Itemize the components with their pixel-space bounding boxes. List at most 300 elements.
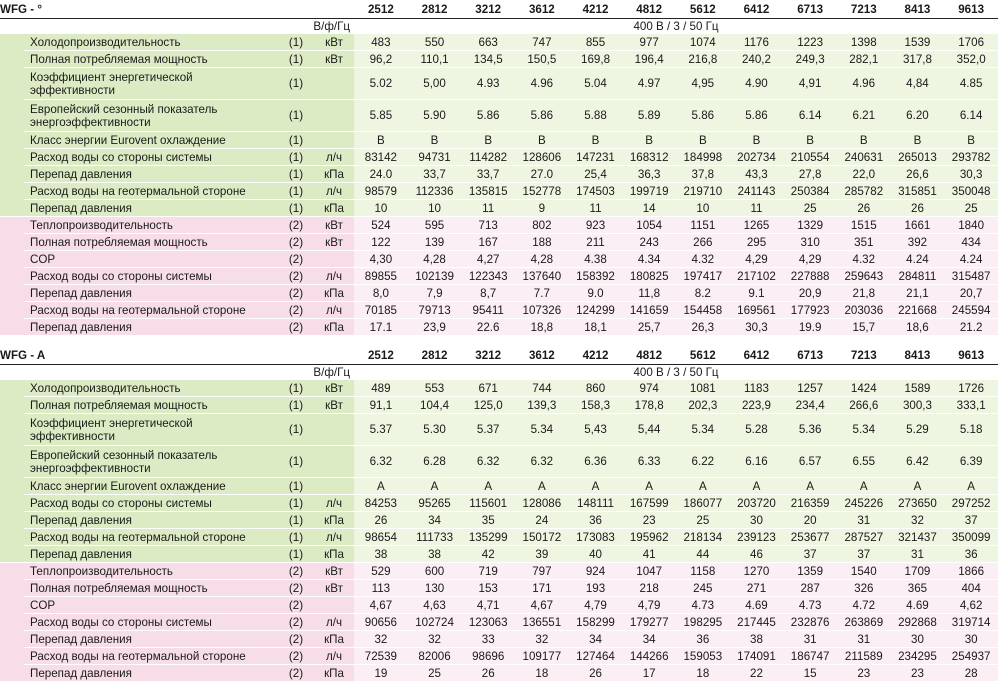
model-column-header: 3612	[515, 0, 569, 19]
value-cell: 5.89	[622, 100, 676, 132]
value-cell: 241143	[730, 183, 784, 200]
value-cell: 46	[730, 546, 784, 563]
value-cell: 37,8	[676, 166, 730, 183]
value-cell: 150172	[515, 529, 569, 546]
value-cell: 33	[461, 631, 515, 648]
model-column-header: 3212	[461, 346, 515, 365]
value-cell: 24.0	[354, 166, 408, 183]
model-column-header: 2512	[354, 346, 408, 365]
value-cell: 1540	[837, 563, 891, 580]
value-cell: 8,0	[354, 285, 408, 302]
value-cell: 79713	[408, 302, 462, 319]
value-cell: 38	[730, 631, 784, 648]
value-cell: 4.24	[891, 251, 945, 268]
value-cell: B	[891, 132, 945, 149]
value-cell: 123063	[461, 614, 515, 631]
value-cell: 24	[515, 512, 569, 529]
model-column-header: 6412	[730, 346, 784, 365]
value-cell: 11	[730, 200, 784, 217]
value-cell: 4,67	[515, 597, 569, 614]
unit-label	[314, 414, 354, 446]
condition-note: (1)	[278, 183, 314, 200]
model-column-header: 3212	[461, 0, 515, 19]
value-cell: 127464	[569, 648, 623, 665]
parameter-label: Теплопроизводительность	[24, 217, 278, 234]
value-cell: 14	[622, 200, 676, 217]
value-cell: 158392	[569, 268, 623, 285]
value-cell: 197417	[676, 268, 730, 285]
cooling-data-row	[0, 446, 998, 478]
cooling-data-row	[0, 200, 998, 217]
condition-note: (1)	[278, 100, 314, 132]
condition-note: (1)	[278, 149, 314, 166]
value-cell: 6.32	[354, 446, 408, 478]
value-cell: 218	[622, 580, 676, 597]
value-cell: 855	[569, 34, 623, 51]
value-cell: 250384	[783, 183, 837, 200]
value-cell: 245	[676, 580, 730, 597]
value-cell: 43,3	[730, 166, 784, 183]
value-cell: 83142	[354, 149, 408, 166]
condition-note: (2)	[278, 234, 314, 251]
model-column-header: 6412	[730, 0, 784, 19]
unit-label	[314, 597, 354, 614]
value-cell: 180825	[622, 268, 676, 285]
parameter-label: Расход воды со стороны системы	[24, 149, 278, 166]
value-cell: 125,0	[461, 397, 515, 414]
value-cell: 4.72	[837, 597, 891, 614]
value-cell: 18	[676, 665, 730, 682]
value-cell: 404	[944, 580, 998, 597]
value-cell: 193	[569, 580, 623, 597]
value-cell: 4.73	[783, 597, 837, 614]
heating-data-row	[0, 319, 998, 336]
value-cell: B	[354, 132, 408, 149]
parameter-label: Расход воды на геотермальной стороне	[24, 648, 278, 665]
value-cell: 27.0	[515, 166, 569, 183]
parameter-label: Перепад давления	[24, 512, 278, 529]
heating-data-row	[0, 597, 998, 614]
model-column-header: 2812	[408, 346, 462, 365]
value-cell: 169,8	[569, 51, 623, 68]
model-column-header: 9613	[944, 346, 998, 365]
value-cell: B	[569, 132, 623, 149]
value-cell: 148111	[569, 495, 623, 512]
parameter-label: COP	[24, 597, 278, 614]
condition-note: (2)	[278, 563, 314, 580]
value-cell: 321437	[891, 529, 945, 546]
value-cell: 31	[891, 546, 945, 563]
value-cell: 553	[408, 380, 462, 397]
value-cell: B	[837, 132, 891, 149]
unit-label: кПа	[314, 665, 354, 682]
value-cell: 350048	[944, 183, 998, 200]
value-cell: A	[569, 478, 623, 495]
value-cell: 23,9	[408, 319, 462, 336]
heating-data-row	[0, 285, 998, 302]
value-cell: 159053	[676, 648, 730, 665]
value-cell: 5.86	[730, 100, 784, 132]
value-cell: 167599	[622, 495, 676, 512]
cooling-data-row	[0, 397, 998, 414]
value-cell: 177923	[783, 302, 837, 319]
spacer-cell	[0, 336, 998, 347]
condition-note: (2)	[278, 285, 314, 302]
value-cell: 326	[837, 580, 891, 597]
unit-label: кВт	[314, 234, 354, 251]
value-cell: 5.36	[783, 414, 837, 446]
value-cell: 147231	[569, 149, 623, 166]
parameter-label: Европейский сезонный показатель энергоэффективности	[24, 446, 278, 478]
section-spacer	[0, 336, 998, 347]
unit-label: л/ч	[314, 268, 354, 285]
value-cell: 184998	[676, 149, 730, 166]
value-cell: 21,8	[837, 285, 891, 302]
section-header-row	[0, 346, 998, 365]
value-cell: 7.7	[515, 285, 569, 302]
value-cell: 1840	[944, 217, 998, 234]
value-cell: 135299	[461, 529, 515, 546]
condition-note: (2)	[278, 251, 314, 268]
value-cell: 27,8	[783, 166, 837, 183]
section-title: WFG - A	[0, 346, 354, 365]
value-cell: 70185	[354, 302, 408, 319]
value-cell: 25,4	[569, 166, 623, 183]
value-cell: 10	[676, 200, 730, 217]
heating-data-row	[0, 631, 998, 648]
value-cell: 6.28	[408, 446, 462, 478]
value-cell: 297252	[944, 495, 998, 512]
value-cell: 202,3	[676, 397, 730, 414]
unit-label	[314, 132, 354, 149]
condition-note: (2)	[278, 631, 314, 648]
value-cell: 179277	[622, 614, 676, 631]
value-cell: 168312	[622, 149, 676, 166]
value-cell: 529	[354, 563, 408, 580]
parameter-label: Класс энергии Eurovent охлаждение	[24, 132, 278, 149]
value-cell: 600	[408, 563, 462, 580]
condition-note: (1)	[278, 414, 314, 446]
value-cell: 1176	[730, 34, 784, 51]
value-cell: 21.2	[944, 319, 998, 336]
value-cell: 196,4	[622, 51, 676, 68]
value-cell: 34	[408, 512, 462, 529]
parameter-label: Холодопроизводительность	[24, 380, 278, 397]
value-cell: 203720	[730, 495, 784, 512]
value-cell: 144266	[622, 648, 676, 665]
value-cell: 109177	[515, 648, 569, 665]
value-cell: 4.85	[944, 68, 998, 100]
value-cell: 5.02	[354, 68, 408, 100]
value-cell: 295	[730, 234, 784, 251]
parameter-label: Перепад давления	[24, 200, 278, 217]
value-cell: 178,8	[622, 397, 676, 414]
condition-note: (1)	[278, 397, 314, 414]
value-cell: 153	[461, 580, 515, 597]
value-cell: 240,2	[730, 51, 784, 68]
value-cell: A	[730, 478, 784, 495]
value-cell: 1151	[676, 217, 730, 234]
value-cell: 254937	[944, 648, 998, 665]
value-cell: 158299	[569, 614, 623, 631]
value-cell: 25	[944, 200, 998, 217]
value-cell: 199719	[622, 183, 676, 200]
value-cell: 1709	[891, 563, 945, 580]
unit-label	[314, 251, 354, 268]
cooling-condition-text	[23, 441, 24, 502]
model-column-header: 6713	[783, 346, 837, 365]
value-cell: 102724	[408, 614, 462, 631]
value-cell: 17	[622, 665, 676, 682]
value-cell: 6.42	[891, 446, 945, 478]
value-cell: 36,3	[622, 166, 676, 183]
value-cell: 287	[783, 580, 837, 597]
value-cell: 319714	[944, 614, 998, 631]
value-cell: 265013	[891, 149, 945, 166]
value-cell: 95411	[461, 302, 515, 319]
value-cell: 19.9	[783, 319, 837, 336]
value-cell: 36	[569, 512, 623, 529]
parameter-label: Расход воды со стороны системы	[24, 268, 278, 285]
condition-note: (2)	[278, 217, 314, 234]
value-cell: 203036	[837, 302, 891, 319]
condition-note: (2)	[278, 614, 314, 631]
value-cell: 31	[837, 512, 891, 529]
value-cell: 227888	[783, 268, 837, 285]
value-cell: 4,28	[408, 251, 462, 268]
value-cell: 4.24	[944, 251, 998, 268]
value-cell: 22.6	[461, 319, 515, 336]
value-cell: 104,4	[408, 397, 462, 414]
parameter-label: COP	[24, 251, 278, 268]
cooling-data-row	[0, 478, 998, 495]
value-cell: 5.28	[730, 414, 784, 446]
cooling-data-row	[0, 414, 998, 446]
value-cell: 171	[515, 580, 569, 597]
value-cell: B	[676, 132, 730, 149]
value-cell: 26	[461, 665, 515, 682]
condition-note: (1)	[278, 200, 314, 217]
value-cell: 924	[569, 563, 623, 580]
parameter-label: Расход воды на геотермальной стороне	[24, 302, 278, 319]
heating-data-row	[0, 648, 998, 665]
value-cell: 98579	[354, 183, 408, 200]
value-cell: A	[622, 478, 676, 495]
value-cell: 5.88	[569, 100, 623, 132]
value-cell: 1424	[837, 380, 891, 397]
value-cell: A	[461, 478, 515, 495]
value-cell: 135815	[461, 183, 515, 200]
value-cell: 107326	[515, 302, 569, 319]
condition-note: (2)	[278, 597, 314, 614]
condition-note: (1)	[278, 380, 314, 397]
value-cell: 25,7	[622, 319, 676, 336]
value-cell: 263869	[837, 614, 891, 631]
unit-label: кПа	[314, 512, 354, 529]
power-supply-label: В/ф/Гц	[313, 20, 351, 33]
parameter-label: Перепад давления	[24, 319, 278, 336]
value-cell: 797	[515, 563, 569, 580]
unit-label: кПа	[314, 319, 354, 336]
value-cell: 33,7	[408, 166, 462, 183]
value-cell: 25	[676, 512, 730, 529]
value-cell: 41	[622, 546, 676, 563]
value-cell: 89855	[354, 268, 408, 285]
value-cell: 232876	[783, 614, 837, 631]
value-cell: 4,30	[354, 251, 408, 268]
cooling-data-row	[0, 132, 998, 149]
value-cell: 5.04	[569, 68, 623, 100]
unit-label: л/ч	[314, 614, 354, 631]
value-cell: 243	[622, 234, 676, 251]
value-cell: 20,7	[944, 285, 998, 302]
value-cell: 32	[408, 631, 462, 648]
parameter-label: Перепад давления	[24, 665, 278, 682]
condition-note: (2)	[278, 580, 314, 597]
value-cell: 122343	[461, 268, 515, 285]
value-cell: 4.69	[730, 597, 784, 614]
value-cell: 860	[569, 380, 623, 397]
cooling-data-row	[0, 183, 998, 200]
value-cell: 128086	[515, 495, 569, 512]
value-cell: 186077	[676, 495, 730, 512]
cooling-data-row	[0, 34, 998, 51]
value-cell: 1183	[730, 380, 784, 397]
value-cell: 7,9	[408, 285, 462, 302]
value-cell: 4.38	[569, 251, 623, 268]
value-cell: 150,5	[515, 51, 569, 68]
value-cell: 9.0	[569, 285, 623, 302]
value-cell: 1257	[783, 380, 837, 397]
value-cell: 351	[837, 234, 891, 251]
value-cell: B	[515, 132, 569, 149]
unit-label	[314, 68, 354, 100]
value-cell: 4,79	[622, 597, 676, 614]
condition-note: (2)	[278, 665, 314, 682]
model-column-header: 4812	[622, 0, 676, 19]
value-cell: 40	[569, 546, 623, 563]
value-cell: 4,67	[354, 597, 408, 614]
cooling-data-row	[0, 495, 998, 512]
value-cell: 249,3	[783, 51, 837, 68]
value-cell: 8,7	[461, 285, 515, 302]
value-cell: 6.14	[944, 100, 998, 132]
value-cell: 216,8	[676, 51, 730, 68]
value-cell: 5.34	[837, 414, 891, 446]
value-cell: 173083	[569, 529, 623, 546]
value-cell: 37	[944, 512, 998, 529]
condition-note: (1)	[278, 166, 314, 183]
value-cell: 1054	[622, 217, 676, 234]
parameter-label: Полная потребляемая мощность	[24, 234, 278, 251]
value-cell: A	[891, 478, 945, 495]
cooling-condition-label	[0, 34, 24, 217]
value-cell: 5.34	[676, 414, 730, 446]
value-cell: 595	[408, 217, 462, 234]
value-cell: 1726	[944, 380, 998, 397]
value-cell: 315487	[944, 268, 998, 285]
value-cell: 84253	[354, 495, 408, 512]
value-cell: 234295	[891, 648, 945, 665]
heating-data-row	[0, 580, 998, 597]
unit-label: л/ч	[314, 529, 354, 546]
value-cell: 1329	[783, 217, 837, 234]
value-cell: 11	[569, 200, 623, 217]
value-cell: 25	[783, 200, 837, 217]
model-column-header: 7213	[837, 346, 891, 365]
value-cell: 977	[622, 34, 676, 51]
value-cell: 21,1	[891, 285, 945, 302]
value-cell: 111733	[408, 529, 462, 546]
value-cell: A	[676, 478, 730, 495]
condition-note: (1)	[278, 546, 314, 563]
heating-data-row	[0, 234, 998, 251]
value-cell: A	[944, 478, 998, 495]
value-cell: 221668	[891, 302, 945, 319]
value-cell: 284811	[891, 268, 945, 285]
condition-note: (1)	[278, 478, 314, 495]
value-cell: 33,7	[461, 166, 515, 183]
model-column-header: 4212	[569, 346, 623, 365]
parameter-label: Полная потребляемая мощность	[24, 51, 278, 68]
value-cell: 266	[676, 234, 730, 251]
value-cell: 744	[515, 380, 569, 397]
value-cell: 169561	[730, 302, 784, 319]
heating-data-row	[0, 563, 998, 580]
value-cell: 4.69	[891, 597, 945, 614]
cooling-data-row	[0, 51, 998, 68]
value-cell: 293782	[944, 149, 998, 166]
value-cell: 9.1	[730, 285, 784, 302]
value-cell: 18,8	[515, 319, 569, 336]
value-cell: 315851	[891, 183, 945, 200]
condition-note: (1)	[278, 51, 314, 68]
value-cell: 392	[891, 234, 945, 251]
value-cell: 195962	[622, 529, 676, 546]
value-cell: 141659	[622, 302, 676, 319]
value-cell: 1081	[676, 380, 730, 397]
model-column-header: 4212	[569, 0, 623, 19]
value-cell: 30	[944, 631, 998, 648]
value-cell: 95265	[408, 495, 462, 512]
value-cell: 188	[515, 234, 569, 251]
cooling-condition-label	[0, 380, 24, 563]
value-cell: 154458	[676, 302, 730, 319]
value-cell: 292868	[891, 614, 945, 631]
condition-note: (1)	[278, 34, 314, 51]
value-cell: 4,84	[891, 68, 945, 100]
value-cell: 5.85	[354, 100, 408, 132]
value-cell: 94731	[408, 149, 462, 166]
value-cell: 19	[354, 665, 408, 682]
model-column-header: 2512	[354, 0, 408, 19]
value-cell: 137640	[515, 268, 569, 285]
value-cell: 23	[891, 665, 945, 682]
unit-label: л/ч	[314, 495, 354, 512]
unit-label: л/ч	[314, 183, 354, 200]
unit-label	[314, 446, 354, 478]
value-cell: 30,3	[730, 319, 784, 336]
value-cell: 15	[783, 665, 837, 682]
value-cell: 1223	[783, 34, 837, 51]
value-cell: 23	[622, 512, 676, 529]
value-cell: 300,3	[891, 397, 945, 414]
value-cell: 6.14	[783, 100, 837, 132]
value-cell: 1589	[891, 380, 945, 397]
value-cell: 5.86	[676, 100, 730, 132]
cooling-data-row	[0, 100, 998, 132]
unit-label: кПа	[314, 285, 354, 302]
